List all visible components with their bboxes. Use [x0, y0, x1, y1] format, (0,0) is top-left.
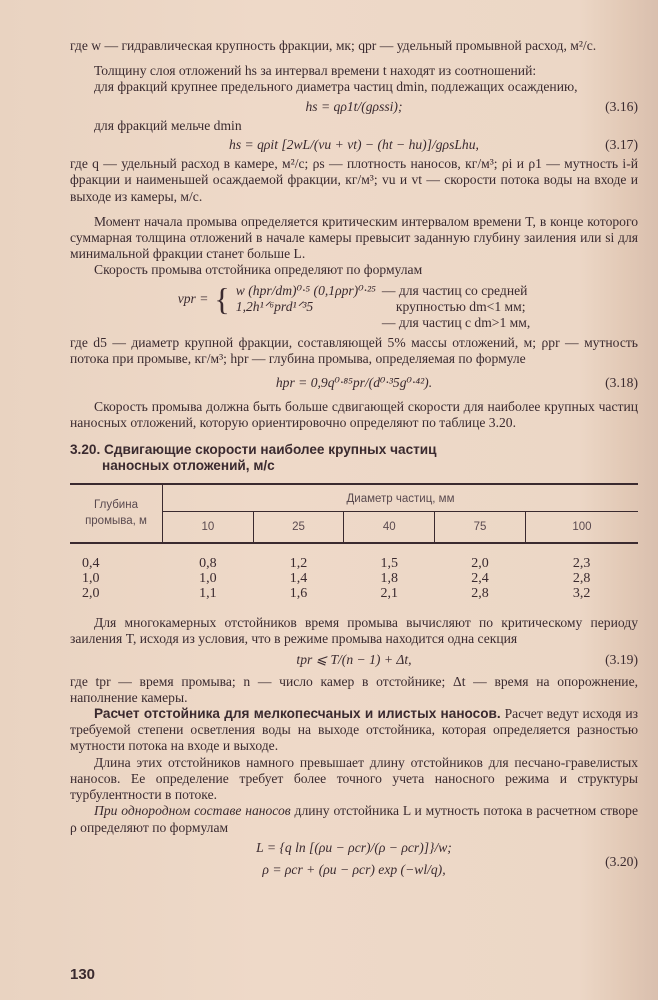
velocity-table: [70, 483, 638, 601]
equation-number: (3.16): [605, 98, 638, 114]
column-header: 100: [525, 511, 638, 543]
case-row: 1,2h¹ᐟ⁶prd¹ᐟ³5: [235, 298, 314, 314]
table-cell: 2,4: [471, 571, 489, 587]
equation-3-17: [70, 137, 638, 153]
paragraph-text: длину отстойника L и мутность потока в расчетном створе ρ определяют по формулам: [70, 803, 639, 835]
table-cell: 2,3: [572, 556, 591, 572]
row-header: Глубина промыва, м: [70, 484, 163, 543]
page-number: 130: [70, 966, 96, 983]
table-cell: 1,4: [289, 571, 308, 587]
case-note: — для частиц со средней: [381, 282, 528, 298]
column-header: 75: [435, 511, 526, 543]
table-header-row: [70, 484, 638, 512]
table-row: [70, 586, 638, 601]
equation-3-19: [70, 652, 638, 668]
paragraph: для фракций крупнее предельного диаметра частиц dmin, подлежащих осаждению,: [94, 79, 578, 95]
table-cell: 1,0: [82, 571, 100, 587]
equation-vpr: [70, 280, 638, 331]
brace-symbol: {: [214, 280, 230, 317]
table-cell: 0,4: [82, 556, 100, 572]
table-cell: 1,0: [199, 571, 217, 587]
table-cell: 2,8: [572, 571, 591, 587]
italic-term: При однородном составе наносов: [94, 803, 291, 819]
column-header: 40: [344, 511, 435, 543]
paragraph: Длина этих отстойников намного превышает длину отстойников для песчано-гравелистых наносов. Ее определение требует более точного учета наносного режима и структуры турбулентности в потоке.: [70, 754, 638, 803]
paragraph: для фракций мельче dmin: [94, 117, 242, 133]
table-cell: 1,6: [289, 586, 308, 602]
paragraph: Скорость промыва отстойника определяют по формулам: [94, 262, 423, 278]
equation-number: (3.20): [605, 853, 638, 869]
case-note: — для частиц с dm>1 мм,: [381, 314, 531, 330]
case-row: w (hpr/dm)⁰·⁵ (0,1ρpr)⁰·²⁵: [235, 282, 376, 298]
table-cell: 1,2: [289, 556, 308, 572]
paragraph: где w — гидравлическая крупность фракции, мк; qpr — удельный промывной расход, м²/с.: [70, 38, 597, 53]
equation-expr: hs = qρ1t/(gρssi);: [305, 98, 403, 114]
equation-3-18: [70, 375, 638, 391]
table-cell: 2,1: [380, 586, 398, 602]
equation-expr: hpr = 0,9q⁰·⁸⁵pr/(d⁰·³5g⁰·⁴²).: [275, 375, 433, 391]
paragraph: Для многокамерных отстойников время промыва вычисляют по критическому периоду заиления T, исходя из условия, что в режиме промыва находится одна секция: [70, 615, 638, 647]
table-cell: 1,8: [380, 571, 398, 587]
equation-expr: hs = qρit [2wL/(vu + vt) − (ht − hu)]/gρsLhu,: [229, 137, 479, 153]
paragraph: [70, 706, 638, 755]
table-title: [70, 442, 638, 474]
paragraph: [70, 803, 638, 835]
table-cell: 2,0: [82, 586, 100, 602]
equation-3-20: [70, 840, 638, 878]
paragraph: где d5 — диаметр крупной фракции, составляющей 5% массы отложений, м; ρpr — мутность потока при промыве, кг/м³; hpr — глубина промыва, определяемая по формуле: [70, 334, 638, 366]
equation-expr: ρ = ρcr + (ρu − ρcr) exp (−wl/q),: [262, 861, 446, 877]
paragraph: где q — удельный расход в камере, м²/с; ρs — плотность наносов, кг/м³; ρi и ρ1 — мутность i-й фракции и наименьшей осаждаемой фракции, кг/м³; vu и vt — скорости потока воды на входе и выходе из камеры, м/с.: [70, 156, 638, 204]
paragraph: Толщину слоя отложений hs за интервал времени t находят из соотношений:: [94, 63, 537, 79]
equation-expr: L = {q ln [(ρu − ρcr)/(ρ − ρcr)]}/w;: [256, 839, 452, 855]
paragraph: Момент начала промыва определяется критическим интервалом времени T, в конце которого суммарная толщина отложений в начале камеры превысит заданную глубину заиления или si для минимальной фракции станет больше L.: [70, 213, 638, 262]
table-cell: 0,8: [199, 556, 217, 572]
equation-lhs: vpr =: [177, 290, 209, 306]
equation-3-16: [70, 99, 638, 115]
table-cell: 1,1: [199, 586, 217, 602]
table-cell: 2,8: [471, 586, 489, 602]
equation-expr: tpr ⩽ T/(n − 1) + Δt,: [296, 652, 412, 668]
table-cell: 1,5: [380, 556, 398, 572]
paragraph: где tpr — время промыва; n — число камер в отстойнике; Δt — время на опорожнение, наполнение камеры.: [70, 673, 638, 705]
subheading: Расчет отстойника для мелкопесчаных и илистых наносов.: [94, 706, 501, 722]
group-header: Диаметр частиц, мм: [163, 484, 639, 512]
case-note: крупностью dm<1 мм;: [395, 298, 526, 314]
table-cell: 3,2: [572, 586, 591, 602]
table-title-line: 3.20. Сдвигающие скорости наиболее крупных частиц: [70, 441, 437, 457]
equation-number: (3.17): [605, 137, 638, 153]
equation-cases: [236, 283, 376, 315]
paragraph: Скорость промыва должна быть больше сдвигающей скорости для наиболее крупных частиц наносных отложений, которую ориентировочно определяют по таблице 3.20.: [70, 399, 638, 431]
case-notes: [382, 283, 530, 331]
paragraph-text: Расчет ведут исходя из требуемой степени осветления воды на выходе отстойника, которая определяется разностью мутности потока на входе и выходе.: [70, 706, 638, 754]
column-header: 10: [163, 511, 254, 543]
table-row: [70, 543, 638, 571]
table-row: [70, 571, 638, 586]
equation-number: (3.18): [605, 375, 638, 391]
page-body: [70, 38, 638, 882]
table-title-line: наносных отложений, м/с: [102, 457, 275, 473]
equation-number: (3.19): [605, 652, 638, 668]
column-header: 25: [253, 511, 344, 543]
table-cell: 2,0: [471, 556, 489, 572]
